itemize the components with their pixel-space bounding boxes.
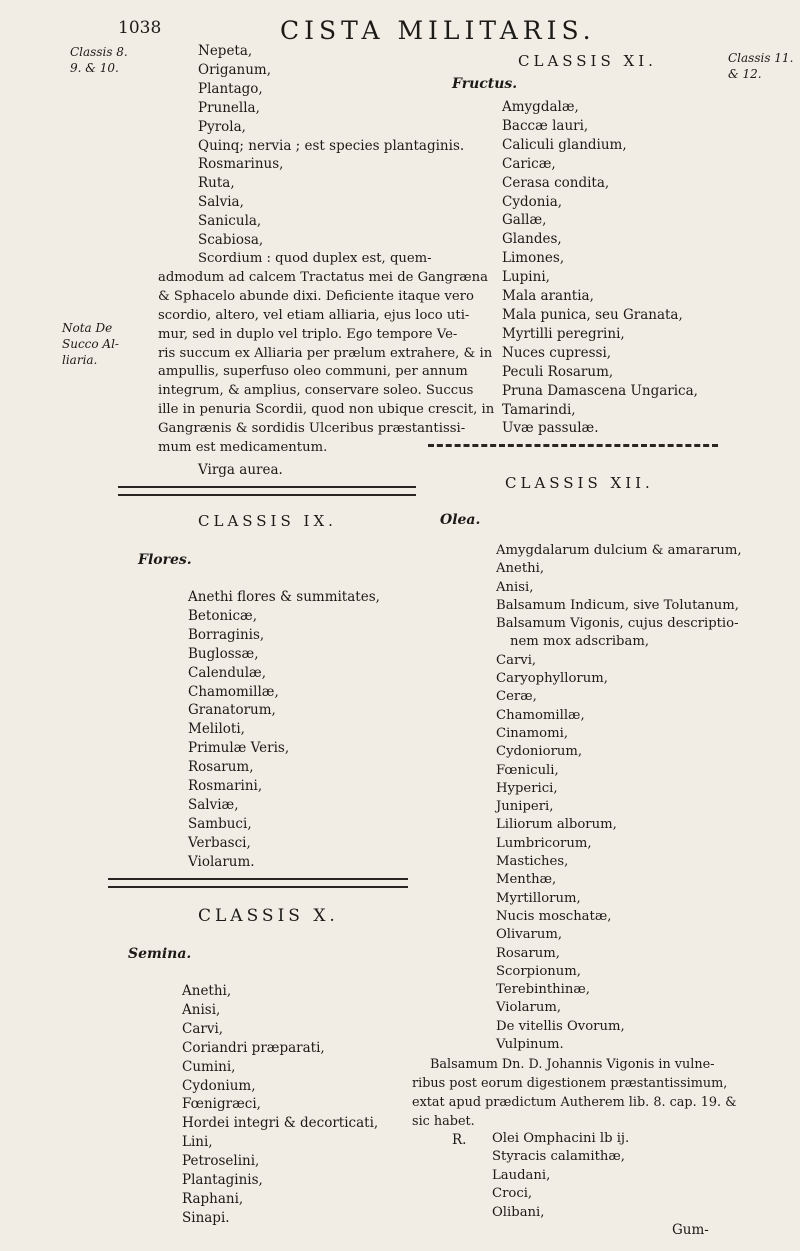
running-title: CISTA MILITARIS.: [280, 16, 596, 45]
list-item: Juniperi,: [496, 799, 554, 815]
list-item: Petroselini,: [182, 1153, 260, 1170]
list-item: Sanicula,: [198, 213, 262, 230]
list-item: Ruta,: [198, 175, 235, 192]
list-item: Laudani,: [492, 1167, 551, 1183]
list-item: Buglossæ,: [188, 645, 259, 662]
list-item: Salviæ,: [188, 796, 239, 813]
catchword: Gum-: [672, 1222, 709, 1238]
list-item: Primulæ Veris,: [188, 740, 290, 757]
list-item: Vulpinum.: [496, 1037, 564, 1053]
margin-note-line: Classis 8.: [70, 45, 128, 59]
list-item: Plantaginis,: [182, 1172, 263, 1189]
list-item: Menthæ,: [496, 872, 557, 888]
list-item: Quinq; nervia ; est species plantaginis.: [198, 137, 465, 154]
paragraph-line: Balsamum Dn. D. Johannis Vigonis in vulne-: [430, 1057, 715, 1072]
vigo-paragraph: [412, 1056, 737, 1132]
section-rule: [108, 878, 408, 888]
list-item: Glandes,: [502, 231, 562, 248]
margin-note-line: & 12.: [728, 67, 762, 81]
list-item: nem mox adscribam,: [510, 634, 650, 650]
margin-note-classes-left: [70, 44, 128, 76]
list-item: Lini,: [182, 1134, 213, 1151]
list-item: Uvæ passulæ.: [502, 420, 599, 437]
list-item: Myrtilli peregrini,: [502, 325, 625, 342]
class11-category: Fructus.: [452, 76, 518, 92]
list-item: Gallæ,: [502, 212, 547, 229]
list-item: Carvi,: [182, 1020, 224, 1037]
list-item: Cydoniorum,: [496, 744, 583, 760]
list-item: Rosarum,: [188, 759, 254, 776]
list-item: Pyrola,: [198, 118, 246, 135]
list-item: Myrtillorum,: [496, 890, 581, 906]
list-item: Nuces cupressi,: [502, 344, 612, 361]
list-item: Croci,: [492, 1186, 533, 1202]
class12-title: CLASSIS XII.: [505, 474, 654, 492]
recipe-list: [492, 1130, 629, 1222]
class10-list: [182, 982, 378, 1228]
class12-list: [496, 542, 742, 1054]
list-item: Verbasci,: [188, 834, 251, 851]
paragraph-line: ribus post eorum digestionem præstantissimum,: [412, 1075, 728, 1091]
list-item: Mastiches,: [496, 854, 569, 870]
class8-list: [198, 42, 464, 250]
list-item: Cydonium,: [182, 1077, 256, 1094]
class10-title: CLASSIS X.: [198, 906, 339, 926]
list-item: Sambuci,: [188, 815, 252, 832]
list-item: Cydonia,: [502, 193, 563, 210]
list-item: Violarum,: [496, 1000, 562, 1016]
paragraph-line: scordio, altero, vel etiam alliaria, ejus loco uti-: [158, 307, 470, 323]
paragraph-line: ampullis, superfuso oleo communi, per annum: [158, 364, 468, 380]
list-item: Mala arantia,: [502, 288, 594, 305]
list-item: Olei Omphacini lb ij.: [492, 1131, 630, 1146]
paragraph-line: extat apud prædictum Autherem lib. 8. cap. 19. &: [412, 1094, 737, 1110]
list-item: Styracis calamithæ,: [492, 1149, 625, 1165]
list-item: Pruna Damascena Ungarica,: [502, 382, 698, 399]
list-item: Limones,: [502, 250, 565, 267]
paragraph-line: ille in penuria Scordii, quod non ubique crescit, in: [158, 402, 495, 418]
list-item: Chamomillæ,: [496, 707, 585, 723]
paragraph-line: sic habet.: [412, 1113, 475, 1129]
list-item: Amygdalæ,: [502, 99, 579, 115]
list-item: Mala punica, seu Granata,: [502, 306, 683, 323]
list-item: Fœnigræci,: [182, 1096, 261, 1113]
list-item: Balsamum Vigonis, cujus descriptio-: [496, 616, 739, 632]
list-item: Prunella,: [198, 99, 260, 116]
list-item: Lupini,: [502, 269, 550, 286]
paragraph-line: Gangrænis & sordidis Ulceribus præstantissi-: [158, 421, 466, 437]
list-item: Nucis moschatæ,: [496, 908, 612, 924]
paragraph-line: admodum ad calcem Tractatus mei de Gangræna: [158, 269, 489, 285]
list-item: Balsamum Indicum, sive Tolutanum,: [496, 597, 739, 613]
paragraph-line: ris succum ex Alliaria per prælum extrahere, & in: [158, 345, 493, 361]
list-item: Hordei integri & decorticati,: [182, 1115, 379, 1132]
virga-aurea: Virga aurea.: [198, 462, 283, 478]
list-item: Anisi,: [182, 1001, 221, 1018]
list-item: Meliloti,: [188, 721, 245, 738]
paragraph-line: integrum, & amplius, conservare soleo. Succus: [158, 383, 474, 399]
class9-category: Flores.: [138, 552, 192, 568]
list-item: Plantago,: [198, 80, 263, 97]
class11-title: CLASSIS XI.: [518, 52, 657, 70]
margin-note-alliaria: [62, 320, 119, 368]
list-item: Violarum.: [188, 853, 255, 870]
list-item: Terebinthinæ,: [496, 982, 590, 998]
list-item: Caricæ,: [502, 155, 556, 172]
list-item: Borraginis,: [188, 626, 265, 643]
list-item: Rosarum,: [496, 945, 560, 961]
paragraph-line: mum est medicamentum.: [158, 440, 328, 456]
margin-note-line: liaria.: [62, 353, 98, 367]
list-item: Chamomillæ,: [188, 683, 279, 700]
list-item: Liliorum alborum,: [496, 817, 617, 833]
list-item: Cerasa condita,: [502, 174, 610, 191]
list-item: Origanum,: [198, 61, 272, 78]
list-item: Coriandri præparati,: [182, 1039, 325, 1056]
class12-category: Olea.: [440, 512, 481, 528]
list-item: Nepeta,: [198, 43, 253, 59]
list-item: Caryophyllorum,: [496, 671, 608, 687]
list-item: Carvi,: [496, 652, 537, 668]
class9-title: CLASSIS IX.: [198, 512, 337, 530]
list-item: Olivarum,: [496, 927, 563, 943]
list-item: Amygdalarum dulcium & amararum,: [496, 543, 742, 558]
margin-note-classes-right: [728, 50, 793, 82]
list-item: Betonicæ,: [188, 607, 258, 624]
paragraph-line: Scordium : quod duplex est, quem-: [198, 251, 432, 266]
list-item: Granatorum,: [188, 702, 276, 719]
paragraph-line: & Sphacelo abunde dixi. Deficiente itaque vero: [158, 288, 474, 304]
list-item: Sinapi.: [182, 1209, 230, 1226]
list-item: Peculi Rosarum,: [502, 363, 614, 380]
margin-note-line: 9. & 10.: [70, 61, 119, 75]
margin-note-line: Succo Al-: [62, 337, 119, 351]
scordium-paragraph: [158, 250, 495, 458]
list-item: Olibani,: [492, 1204, 545, 1220]
list-item: De vitellis Ovorum,: [496, 1018, 625, 1034]
list-item: Anisi,: [496, 579, 534, 595]
list-item: Cinamomi,: [496, 725, 569, 741]
page-number: 1038: [118, 18, 162, 38]
recipe-symbol: R.: [452, 1132, 467, 1148]
list-item: Raphani,: [182, 1190, 244, 1207]
margin-note-line: Classis 11.: [728, 51, 794, 65]
list-item: Ceræ,: [496, 689, 537, 705]
list-item: Anethi,: [182, 983, 232, 999]
list-item: Calendulæ,: [188, 664, 267, 681]
list-item: Salvia,: [198, 194, 244, 211]
list-item: Scabiosa,: [198, 232, 264, 249]
list-item: Fœniculi,: [496, 762, 559, 778]
list-item: Baccæ lauri,: [502, 117, 589, 134]
list-item: Rosmarinus,: [198, 156, 284, 173]
list-item: Lumbricorum,: [496, 835, 592, 851]
class10-category: Semina.: [128, 946, 192, 962]
margin-note-line: Nota De: [62, 321, 113, 335]
list-item: Anethi,: [496, 561, 545, 577]
list-item: Hyperici,: [496, 780, 558, 796]
section-rule: [428, 444, 718, 451]
list-item: Cumini,: [182, 1058, 236, 1075]
class9-list: [188, 588, 380, 872]
list-item: Rosmarini,: [188, 778, 263, 795]
paragraph-line: mur, sed in duplo vel triplo. Ego tempore Ve-: [158, 326, 458, 342]
list-item: Tamarindi,: [502, 401, 576, 418]
list-item: Anethi flores & summitates,: [188, 589, 380, 605]
class11-list: [502, 98, 698, 438]
list-item: Scorpionum,: [496, 963, 581, 979]
list-item: Caliculi glandium,: [502, 136, 627, 153]
section-rule: [118, 486, 416, 496]
